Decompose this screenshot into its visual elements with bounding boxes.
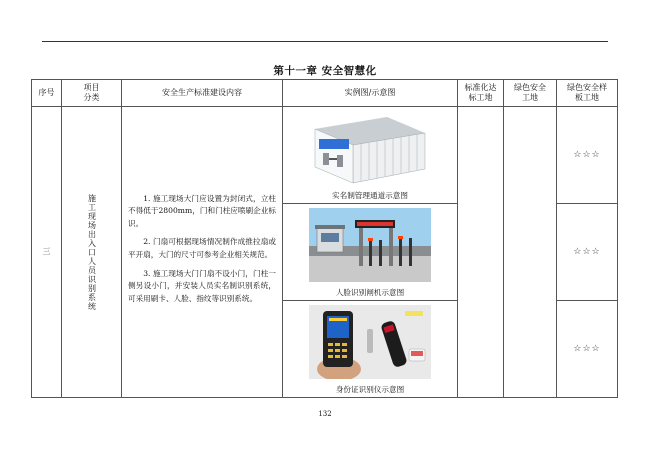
example-caption-2: 人脸识别闸机示意图	[335, 287, 405, 297]
example-cell-3	[283, 301, 458, 398]
row-number: 三	[32, 107, 62, 398]
example-cell-2	[283, 204, 458, 301]
header-example: 实例图/示意图	[283, 80, 458, 107]
standard-paragraph-1: 1. 施工现场大门应设置为封闭式，立柱不得低于2800mm，门和门柱应喷刷企业标识。	[128, 193, 276, 228]
page-number: 132	[318, 410, 332, 418]
example-caption-1: 实名制管理通道示意图	[332, 190, 408, 200]
standard-content	[122, 107, 283, 398]
row-category: 施工现场出入口人员识别系统	[62, 107, 122, 398]
std-site-rating	[458, 107, 504, 398]
id-reader-image	[309, 305, 431, 379]
model-site-rating-3	[557, 301, 618, 398]
header-model-site: 绿色安全样板工地	[557, 80, 618, 107]
header-rule	[42, 41, 608, 42]
example-caption-3: 身份证识别仪示意图	[335, 384, 405, 394]
header-standard: 安全生产标准建设内容	[122, 80, 283, 107]
star-rating: ☆☆☆	[573, 343, 601, 354]
turnstile-booth-image	[309, 111, 431, 185]
header-category: 项目分类	[62, 80, 122, 107]
green-site-rating	[504, 107, 557, 398]
chapter-title: 第十一章 安全智慧化	[273, 65, 377, 77]
example-cell-1	[283, 107, 458, 204]
face-gate-image	[309, 208, 431, 282]
standard-paragraph-2: 2. 门扇可根据现场情况制作成推拉扇或平开扇，大门的尺寸可参考企业相关规范。	[128, 237, 276, 259]
star-rating: ☆☆☆	[573, 149, 601, 160]
standard-paragraph-3: 3. 施工现场大门门扇不设小门，门柱一侧另设小门，并安装人员实名制识别系统，可采用刷卡、人脸、指纹等识别系统。	[128, 268, 276, 303]
header-std-site: 标准化达标工地	[458, 80, 504, 107]
table-header-row	[32, 80, 618, 107]
header-no: 序号	[32, 80, 62, 107]
star-rating: ☆☆☆	[573, 246, 601, 257]
table-row	[32, 107, 618, 204]
model-site-rating-1	[557, 107, 618, 204]
header-green-site: 绿色安全工地	[504, 80, 557, 107]
standards-table	[31, 79, 618, 398]
model-site-rating-2	[557, 204, 618, 301]
